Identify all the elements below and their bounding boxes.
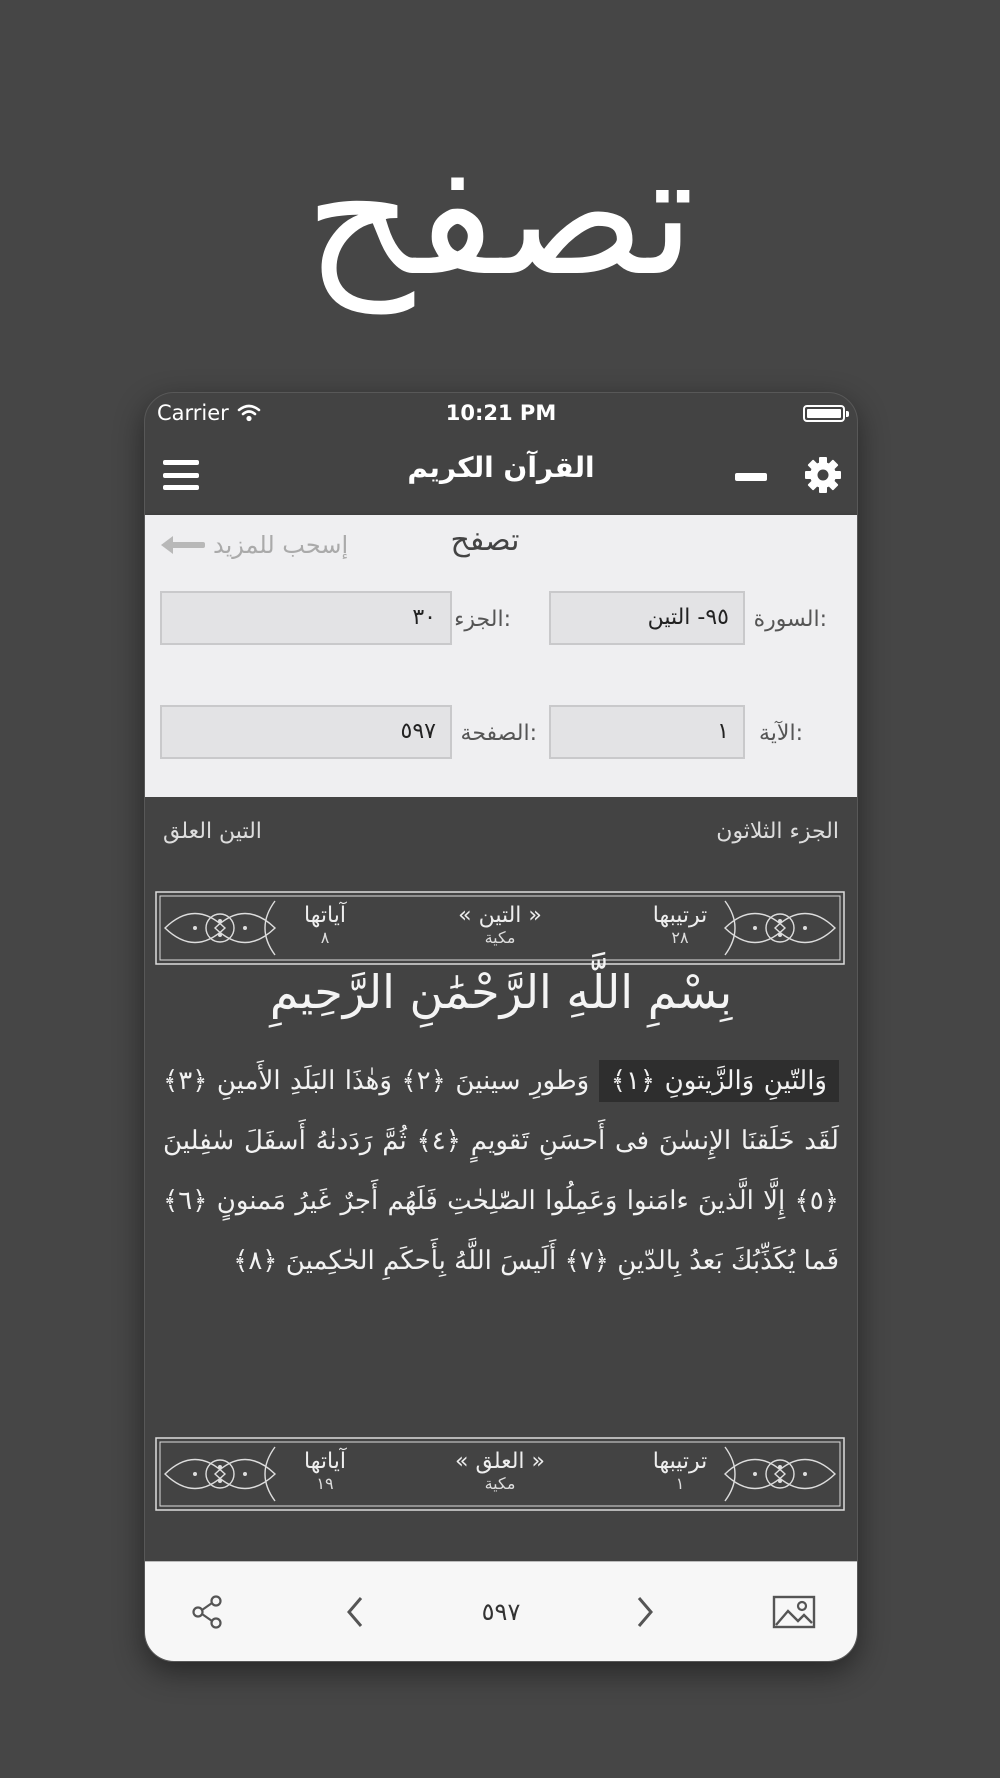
sura-order <box>635 905 725 949</box>
nav-bar <box>145 437 857 507</box>
browse-title: تصفح <box>450 523 520 558</box>
juz-field[interactable]: ٣٠ <box>160 591 452 645</box>
browse-panel <box>145 515 857 798</box>
share-icon <box>189 1594 225 1630</box>
sura-type: مكية <box>484 928 516 947</box>
minus-icon[interactable] <box>735 473 767 481</box>
sura-order <box>635 1451 725 1495</box>
hamburger-line <box>163 485 199 490</box>
basmala: بِسْمِ اللَّهِ الرَّحْمَٰنِ الرَّحِيمِ <box>269 965 733 1019</box>
nav-title: القرآن الكريم <box>407 451 595 484</box>
sura-ayat <box>285 1451 365 1495</box>
sura-name-label: « التين » <box>458 903 542 928</box>
verses-text[interactable] <box>163 1051 839 1291</box>
image-icon <box>772 1595 816 1629</box>
prev-page-button[interactable] <box>325 1562 385 1662</box>
verses-body: وَطورِ سينينَ ﴿٢﴾ وَهٰذَا البَلَدِ الأَمينِ ﴿٣﴾ لَقَد خَلَقنَا الإِنسٰنَ فى أَحسَنِ تَقويمٍ ﴿٤﴾ ثُمَّ رَدَدنٰهُ أَسفَلَ سٰفِلينَ ﴿٥﴾ إِلَّا الَّذينَ ءامَنوا وَعَمِلُوا الصّٰلِحٰتِ فَلَهُم أَجرٌ غَيرُ مَمنونٍ ﴿٦﴾ فَما يُكَذِّبُكَ بَعدُ بِالدّينِ ﴿٧﴾ أَلَيسَ اللَّهُ بِأَحكَمِ الحٰكِمينَ ﴿٨﴾ <box>163 1066 839 1276</box>
sura-ayat <box>285 905 365 949</box>
page-label: الصفحة: <box>460 721 537 746</box>
sura-order-label: ترتيبها <box>652 903 708 928</box>
suras-on-page: التين العلق <box>163 819 262 844</box>
chevron-right-icon <box>633 1594 657 1630</box>
sura-header-tin <box>155 891 845 965</box>
status-bar <box>145 393 857 437</box>
sura-ayat-label: آياتها <box>304 1449 346 1474</box>
page-field[interactable]: ٥٩٧ <box>160 705 452 759</box>
bottom-toolbar <box>145 1561 857 1662</box>
hamburger-line <box>163 473 199 478</box>
juz-label: الجزء: <box>454 607 511 632</box>
gear-icon[interactable] <box>803 455 843 495</box>
verse-highlight[interactable]: وَالتّينِ وَالزَّيتونِ ﴿١﴾ <box>599 1060 839 1102</box>
sura-ayat-label: آياتها <box>304 903 346 928</box>
phone-frame <box>144 392 858 1662</box>
carrier-label: Carrier <box>157 401 229 425</box>
next-page-button[interactable] <box>615 1562 675 1662</box>
ayah-label: الآية: <box>759 721 803 746</box>
sura-order-label: ترتيبها <box>652 1449 708 1474</box>
image-button[interactable] <box>759 1562 829 1662</box>
quran-page <box>145 797 857 1561</box>
page-number: ٥٩٧ <box>481 1598 521 1626</box>
juz-title: الجزء الثلاثون <box>716 819 839 844</box>
sura-name <box>440 905 560 949</box>
ayah-field[interactable]: ١ <box>549 705 745 759</box>
drag-hint[interactable] <box>161 531 348 559</box>
sura-name-label: « العلق » <box>455 1449 545 1474</box>
hamburger-icon[interactable] <box>163 460 199 490</box>
surah-label: السورة: <box>753 607 827 632</box>
sura-order-value: ٢٨ <box>671 928 689 947</box>
sura-header-alaq <box>155 1437 845 1511</box>
sura-order-value: ١ <box>675 1474 685 1493</box>
sura-name <box>440 1451 560 1495</box>
sura-type: مكية <box>484 1474 516 1493</box>
share-button[interactable] <box>177 1562 237 1662</box>
surah-field[interactable]: ٩٥- التين <box>549 591 745 645</box>
battery-fill <box>807 409 841 418</box>
battery-icon <box>803 405 845 422</box>
sura-ayat-value: ١٩ <box>316 1474 334 1493</box>
hamburger-line <box>163 460 199 465</box>
status-time: 10:21 PM <box>445 401 557 425</box>
drag-hint-label: إسحب للمزيد <box>213 531 349 559</box>
arrow-left-icon <box>161 535 203 555</box>
sura-ayat-value: ٨ <box>320 928 330 947</box>
chevron-left-icon <box>343 1594 367 1630</box>
hero-title: تصفح <box>304 116 696 314</box>
